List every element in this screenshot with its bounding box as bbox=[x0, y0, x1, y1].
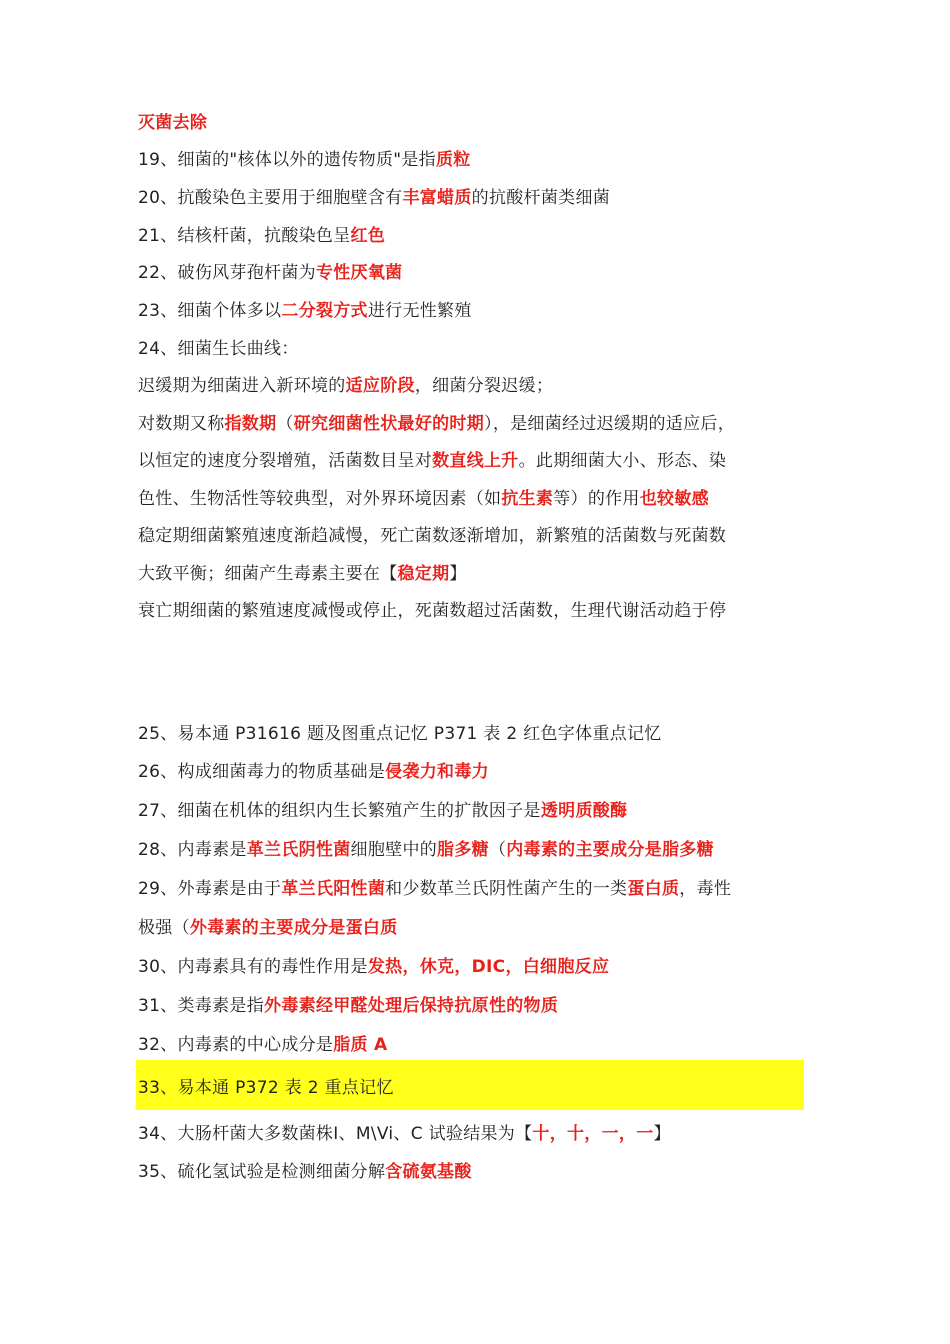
text-segment: 大致平衡；细菌产生毒素主要在【 bbox=[138, 564, 398, 584]
text-segment: 迟缓期为细菌进入新环境的 bbox=[138, 376, 346, 396]
text-line bbox=[138, 111, 207, 135]
highlighted-term: 稳定期 bbox=[397, 564, 450, 584]
text-line bbox=[138, 838, 714, 862]
text-line bbox=[138, 224, 385, 248]
highlighted-term: 内毒素的主要成分是脂多糖 bbox=[506, 840, 714, 860]
highlighted-term: 脂质 A bbox=[333, 1035, 388, 1055]
text-line bbox=[138, 299, 472, 323]
text-segment: 30、内毒素具有的毒性作用是 bbox=[138, 957, 368, 977]
highlighted-term: 丰富蜡质 bbox=[402, 188, 472, 208]
text-line bbox=[138, 799, 627, 823]
text-segment: 22、破伤风芽孢杆菌为 bbox=[138, 263, 316, 283]
text-line bbox=[138, 562, 467, 586]
text-segment: 极强（ bbox=[138, 918, 190, 938]
text-line bbox=[138, 916, 398, 940]
highlighted-term: 灭菌去除 bbox=[138, 113, 208, 133]
text-segment: 细胞壁中的 bbox=[350, 840, 438, 860]
highlighted-term: 蛋白质 bbox=[627, 879, 680, 899]
text-segment: 19、细菌的"核体以外的遗传物质"是指 bbox=[138, 150, 436, 170]
highlighted-term: 十，十，一，一 bbox=[532, 1124, 654, 1144]
text-segment: 衰亡期细菌的繁殖速度减慢或停止，死菌数超过活菌数，生理代谢活动趋于停 bbox=[138, 601, 727, 621]
text-segment: 23、细菌个体多以 bbox=[138, 301, 282, 321]
text-segment: 33、易本通 P372 表 2 重点记忆 bbox=[138, 1078, 394, 1098]
text-segment: 28、内毒素是 bbox=[138, 840, 247, 860]
text-segment: 29、外毒素是由于 bbox=[138, 879, 282, 899]
highlighted-term: 透明质酸酶 bbox=[540, 801, 628, 821]
text-segment: 32、内毒素的中心成分是 bbox=[138, 1035, 334, 1055]
text-segment: 26、构成细菌毒力的物质基础是 bbox=[138, 762, 386, 782]
text-segment: 色性、生物活性等较典型，对外界环境因素（如 bbox=[138, 489, 502, 509]
highlighted-term: 研究细菌性状最好的时期 bbox=[293, 414, 485, 434]
highlighted-term: 外毒素的主要成分是蛋白质 bbox=[189, 918, 398, 938]
text-line bbox=[138, 186, 610, 210]
highlighted-term: 革兰氏阳性菌 bbox=[281, 879, 386, 899]
highlighted-term: 专性厌氧菌 bbox=[315, 263, 403, 283]
text-segment: 21、结核杆菌，抗酸染色呈 bbox=[138, 226, 351, 246]
text-segment: （ bbox=[488, 840, 507, 860]
text-segment: （ bbox=[276, 414, 294, 434]
text-segment: 稳定期细菌繁殖速度渐趋减慢，死亡菌数逐渐增加，新繁殖的活菌数与死菌数 bbox=[138, 526, 727, 546]
text-segment: 35、硫化氢试验是检测细菌分解 bbox=[138, 1162, 386, 1182]
text-segment: 和少数革兰氏阴性菌产生的一类 bbox=[385, 879, 628, 899]
text-segment: 进行无性繁殖 bbox=[367, 301, 472, 321]
highlighted-term: 革兰氏阴性菌 bbox=[246, 840, 351, 860]
text-line bbox=[138, 1160, 472, 1184]
text-line bbox=[138, 722, 662, 746]
text-line bbox=[138, 374, 553, 398]
text-segment: 20、抗酸染色主要用于细胞壁含有 bbox=[138, 188, 403, 208]
text-segment: 24、细菌生长曲线： bbox=[138, 339, 299, 359]
highlighted-term: 质粒 bbox=[435, 150, 471, 170]
highlighted-term: 数直线上升 bbox=[432, 451, 519, 471]
text-line bbox=[138, 337, 299, 361]
text-segment: ），是细菌经过迟缓期的适应后， bbox=[484, 414, 736, 434]
text-line bbox=[138, 955, 609, 979]
text-segment: 。此期细菌大小、形态、染 bbox=[518, 451, 727, 471]
text-line bbox=[138, 524, 726, 548]
text-segment: 等）的作用 bbox=[553, 489, 640, 509]
highlighted-term: 指数期 bbox=[224, 414, 277, 434]
text-line bbox=[138, 412, 735, 436]
text-line bbox=[138, 1122, 671, 1146]
text-line bbox=[138, 994, 558, 1018]
text-segment: 】 bbox=[449, 564, 467, 584]
highlighted-term: 红色 bbox=[350, 226, 386, 246]
text-segment: ，毒性 bbox=[679, 879, 732, 899]
text-line bbox=[138, 261, 402, 285]
text-segment: ，细菌分裂迟缓； bbox=[414, 376, 554, 396]
text-segment: 】 bbox=[653, 1124, 671, 1144]
text-segment: 27、细菌在机体的组织内生长繁殖产生的扩散因子是 bbox=[138, 801, 541, 821]
text-segment: 34、大肠杆菌大多数菌株Ⅰ、M\Vi、C 试验结果为【 bbox=[138, 1124, 533, 1144]
highlighted-term: 适应阶段 bbox=[345, 376, 415, 396]
highlighted-term: 抗生素 bbox=[501, 489, 554, 509]
text-segment: 以恒定的速度分裂增殖，活菌数目呈对 bbox=[138, 451, 433, 471]
highlighted-term: 发热，休克，DIC，白细胞反应 bbox=[367, 957, 610, 977]
highlighted-term: 含硫氨基酸 bbox=[385, 1162, 472, 1182]
highlighted-term: 脂多糖 bbox=[437, 840, 489, 860]
text-line bbox=[138, 148, 471, 172]
text-line bbox=[138, 449, 726, 473]
text-segment: 的抗酸杆菌类细菌 bbox=[471, 188, 611, 208]
highlighted-term: 也较敏感 bbox=[639, 489, 709, 509]
highlighted-term: 侵袭力和毒力 bbox=[385, 762, 489, 782]
highlighted-term: 外毒素经甲醛处理后保持抗原性的物质 bbox=[264, 996, 559, 1016]
text-segment: 对数期又称 bbox=[138, 414, 225, 434]
text-segment: 25、易本通 P31616 题及图重点记忆 P371 表 2 红色字体重点记忆 bbox=[138, 724, 662, 744]
highlighted-term: 二分裂方式 bbox=[281, 301, 368, 321]
text-line bbox=[138, 1076, 394, 1100]
text-line bbox=[138, 599, 726, 623]
text-line bbox=[138, 1033, 388, 1057]
text-line bbox=[138, 760, 489, 784]
text-segment: 31、类毒素是指 bbox=[138, 996, 265, 1016]
text-line bbox=[138, 487, 709, 511]
text-line bbox=[138, 877, 731, 901]
